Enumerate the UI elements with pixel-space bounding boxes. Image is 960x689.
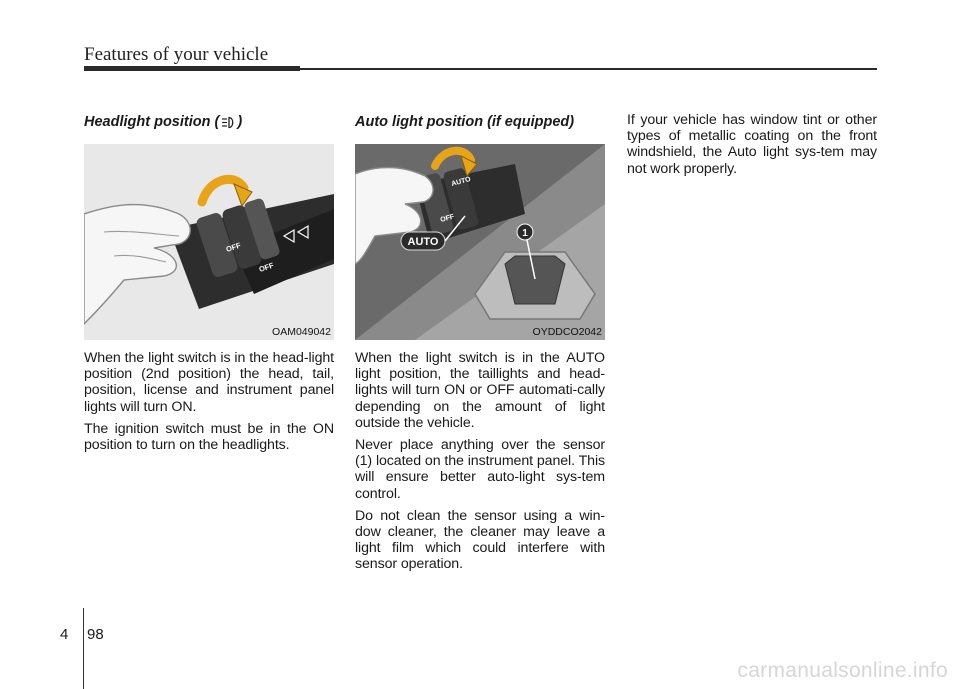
page-number: 98 xyxy=(87,626,104,643)
figure-code: OAM049042 xyxy=(272,326,331,338)
title-suffix: ) xyxy=(237,114,243,130)
tint-paragraph: If your vehicle has window tint or other types of metallic coating on the front windshield, the Auto light sys-tem may not work properly. xyxy=(627,112,877,177)
window-tint-column xyxy=(627,112,877,183)
title-prefix: Headlight position ( xyxy=(84,114,220,130)
headlight-column xyxy=(84,113,334,459)
headlight-section-title xyxy=(84,113,334,131)
headlight-icon xyxy=(220,116,236,134)
headlight-paragraph-2: The ignition switch must be in the ON position to turn on the headlights. xyxy=(84,420,334,454)
watermark: carmanualsonline.info xyxy=(737,659,948,682)
auto-paragraph-2: Never place anything over the sensor (1) located on the instrument panel. This will ensure better auto-light sys-tem control. xyxy=(355,437,605,502)
off-label-2: OFF xyxy=(257,260,275,274)
headlight-switch-illustration xyxy=(84,144,334,340)
sensor-number-label: 1 xyxy=(522,228,528,239)
auto-section-title: Auto light position (if equipped) xyxy=(355,114,575,130)
headlight-paragraph-1: When the light switch is in the head-light position (2nd position) the head, tail, position, license and instrument panel lights will turn ON. xyxy=(84,350,334,415)
auto-badge-label: AUTO xyxy=(407,236,439,248)
auto-paragraph-3: Do not clean the sensor using a win-dow cleaner, the cleaner may leave a light film which could interfere with sensor operation. xyxy=(355,507,605,573)
page-header-title: Features of your vehicle xyxy=(84,44,269,65)
footer-divider xyxy=(83,608,84,689)
auto-light-column xyxy=(355,113,605,579)
chapter-number: 4 xyxy=(60,626,69,643)
auto-light-illustration xyxy=(355,144,605,340)
figure-code: OYDDCO2042 xyxy=(532,326,602,338)
auto-paragraph-1: When the light switch is in the AUTO light position, the taillights and head-lights will turn ON or OFF automati-cally depending on the amount of light outside the vehicle. xyxy=(355,350,605,431)
headlight-switch-figure xyxy=(84,144,334,340)
header-rule-thick xyxy=(84,66,300,71)
header-rule-thin xyxy=(300,68,877,70)
off-label-1: OFF xyxy=(224,240,242,254)
auto-light-figure xyxy=(355,144,605,340)
switch-off-label: OFF xyxy=(439,213,456,224)
switch-auto-label: AUTO xyxy=(450,176,472,188)
